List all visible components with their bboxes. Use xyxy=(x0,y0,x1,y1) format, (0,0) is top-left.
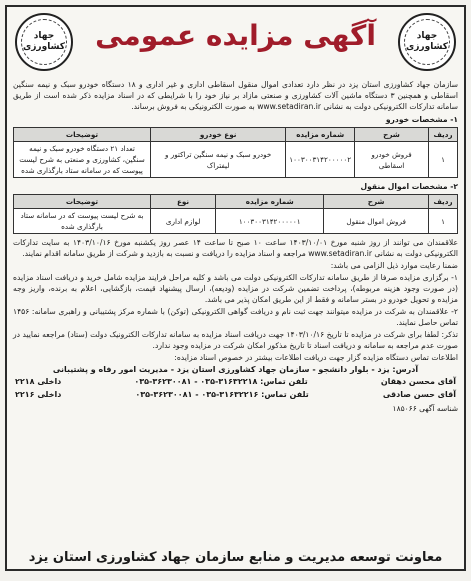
jihad-logo-left xyxy=(15,13,73,71)
notice-body xyxy=(13,79,458,414)
column-header: توضیحات xyxy=(14,195,151,209)
table-header-row xyxy=(14,195,458,209)
paragraph-note: تذکر: لطفا برای شرکت در مزایده تا تاریخ ۱۴۰۳/۱۰/۱۶ جهت دریافت اسناد مزایده به سامانه تدارکات الکترونیک دولت (ستاد) مراجعه نمایید در صورت عدم مراجعه به سامانه و دریافت اسناد تا تاریخ مذکور امکان شرکت در مزایده وجود ندارد. xyxy=(13,330,458,350)
paragraph-rule-1: ۱- برگزاری مزایده صرفا از طریق سامانه تدارکات الکترونیکی دولت می باشد و کلیه مراحل فرایند مزایده شامل خرید و دریافت اسناد مزایده (در صورت وجود هزینه مربوطه)، پرداخت تضمین شرکت در مزایده (ودیعه)، ارسال پیشنهاد قیمت، بازگشایی، اعلام به برنده، واریز وجه مزایده و تحویل خودرو در بستر سامانه و فقط از این طریق امکان پذیر می باشد. xyxy=(13,273,458,304)
address: آدرس: یزد - بلوار دانشجو - سازمان جهاد کشاورزی استان یزد - مدیریت امور رفاه و پشتیبانی xyxy=(52,365,419,374)
column-header: شماره مزایده xyxy=(286,128,355,142)
logo-text-line2: کشاورزی xyxy=(406,42,448,52)
contact-name: آقای حسن صادقی xyxy=(382,390,456,399)
cell-notes: به شرح لیست پیوست که در سامانه ستاد بارگذاری شده xyxy=(14,209,151,234)
table-header-row xyxy=(14,128,458,142)
column-header: توضیحات xyxy=(14,128,151,142)
cell-number: ۱۰۰۳۰۰۳۱۴۲۰۰۰۰۰۱ xyxy=(216,209,324,234)
column-header: شرح xyxy=(324,195,429,209)
assets-table xyxy=(13,194,458,234)
footer-issuer: معاونت توسعه مدیریت و منابع سازمان جهاد کشاورزی استان یزد xyxy=(28,550,443,565)
contact-name: آقای محسن دهقان xyxy=(380,377,456,386)
paragraph-requirements: ضمنا رعایت موارد ذیل الزامی می باشد: xyxy=(330,261,458,270)
cell-row: ۱ xyxy=(429,142,458,178)
page-title: آگهی مزایده عمومی xyxy=(95,19,376,52)
cell-row: ۱ xyxy=(429,209,458,234)
contact-row xyxy=(13,388,458,401)
paragraph-rule-2: ۲- علاقمندان به شرکت در مزایده میتوانند جهت ثبت نام و دریافت گواهی الکترونیکی (توکن) با شماره مرکز پشتیبانی و راهبری سامانه: ۱۴۵۶ تماس حاصل نمایند. xyxy=(13,307,458,327)
column-header: نوع خودرو xyxy=(151,128,286,142)
logo-text-line2: کشاورزی xyxy=(23,42,65,52)
table-row xyxy=(14,209,458,234)
contact-ext: داخلی ۲۲۱۸ xyxy=(15,377,62,386)
cell-number: ۱۰۰۳۰۰۳۱۴۲۰۰۰۰۰۲ xyxy=(286,142,355,178)
cell-type: لوازم اداری xyxy=(151,209,216,234)
section2-heading: ۲- مشخصات اموال منقول xyxy=(360,182,458,191)
paragraph-dates: علاقمندان می توانند از روز شنبه مورخ ۱۴۰۳/۱۰/۰۱ ساعت ۱۰ صبح تا ساعت ۱۴ عصر روز یکشنبه مورخ ۱۴۰۳/۱۰/۱۶ به سایت تدارکات الکترونیکی دولت به نشانی www.setadiran.ir مراجعه و اسناد مزایده را دریافت و نسبت به بازدید و شرکت از طریق سامانه اقدام نمایند. xyxy=(13,238,458,258)
cell-desc: فروش اموال منقول xyxy=(324,209,429,234)
cell-desc: فروش خودرو اسقاطی xyxy=(355,142,429,178)
contact-ext: داخلی ۲۲۱۶ xyxy=(15,390,62,399)
column-header: شماره مزایده xyxy=(216,195,324,209)
cell-notes: تعداد ۲۱ دستگاه خودرو سبک و نیمه سنگین، کشاورزی و صنعتی به شرح لیست پیوست که در سامانه ستاد بارگذاری شده xyxy=(14,142,151,178)
ad-id: شناسه آگهی ۱۸۵۰۶۶ xyxy=(392,404,458,413)
column-header: شرح xyxy=(355,128,429,142)
cell-type: خودرو سبک و نیمه سنگین تراکتور و لیفتراک xyxy=(151,142,286,178)
intro-paragraph: سازمان جهاد کشاورزی استان یزد در نظر دارد تعدادی اموال منقول اسقاطی اداری و غیر اداری و ۱۸ دستگاه خودرو سبک و نیمه سنگین اسقاطی و همچنین ۳ دستگاه ماشین آلات کشاورزی و صنعتی مازاد بر نیاز خود را با شرایطی که در اسناد مزایده ذکر شده است از طریق سامانه تدارکات الکترونیکی دولت به نشانی www.setadiran.ir به صورت الکترونیکی به فروش برساند. xyxy=(13,80,458,111)
contact-row xyxy=(13,375,458,388)
column-header: ردیف xyxy=(429,195,458,209)
column-header: ردیف xyxy=(429,128,458,142)
logo-text-line1: جهاد xyxy=(416,31,438,41)
column-header: نوع xyxy=(151,195,216,209)
jihad-logo-right xyxy=(398,13,456,71)
table-row xyxy=(14,142,458,178)
contact-phone: تلفن تماس: ۳۱۶۳۲۲۱۶-۰۳۵ - ۳۶۲۳۰۰۸۱-۰۳۵ xyxy=(135,390,309,399)
vehicles-table xyxy=(13,127,458,178)
section1-heading: ۱- مشخصات خودرو xyxy=(385,115,458,124)
logo-text-line1: جهاد xyxy=(33,31,55,41)
notice-page xyxy=(5,5,466,571)
paragraph-contact-intro: اطلاعات تماس دستگاه مزایده گزار جهت دریافت اطلاعات بیشتر در خصوص اسناد مزایده: xyxy=(174,353,458,362)
contact-phone: تلفن تماس: ۳۱۶۳۲۲۱۸-۰۳۵ - ۳۶۲۳۰۰۸۱-۰۳۵ xyxy=(134,377,308,386)
